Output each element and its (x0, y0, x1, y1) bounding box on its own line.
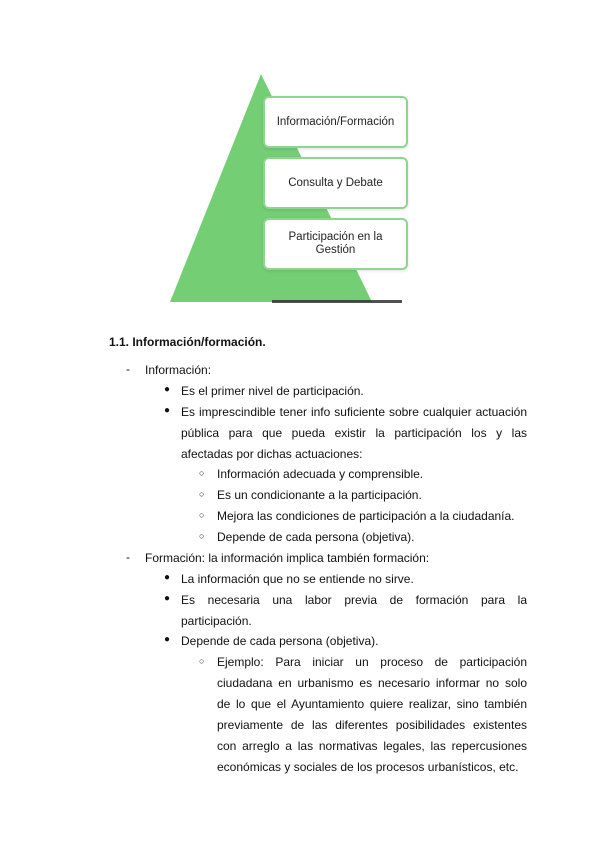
example-line-4: previamente de las diferentes posibilidades existentes (217, 718, 527, 732)
sub-bullet-circle: ○ (199, 510, 205, 520)
sub-bullet-circle: ○ (199, 656, 205, 666)
info-sub-1: Información adecuada y comprensible. (217, 467, 424, 481)
info-bullet-2-line-2: pública para que pueda existir la participación los y las (181, 426, 527, 440)
example-line-3: de lo que el Ayuntamiento quiere realizar, sino también (217, 697, 527, 711)
sub-bullet-circle: ○ (199, 468, 205, 478)
form-bullet-3: Depende de cada persona (objetiva). (181, 634, 379, 648)
form-bullet-1: La información que no se entiende no sirve. (181, 572, 414, 586)
info-sub-3: Mejora las condiciones de participación a la ciudadanía. (217, 509, 515, 523)
section-heading: 1.1. Información/formación. (109, 335, 266, 349)
level-participacion-box: Participación en la Gestión (263, 218, 408, 270)
formacion-label: Formación: la información implica también formación: (145, 551, 430, 565)
dash-marker: - (126, 550, 130, 564)
info-bullet-2-line-1: Es imprescindible tener info suficiente sobre cualquier actuación (181, 405, 527, 419)
info-sub-2: Es un condicionante a la participación. (217, 488, 422, 502)
example-line-6: económicas y sociales de los procesos urbanísticos, etc. (217, 760, 519, 774)
info-bullet-1: Es el primer nivel de participación. (181, 384, 364, 398)
level-consulta-box: Consulta y Debate (263, 157, 408, 209)
bullet-dot: ● (164, 634, 171, 645)
bullet-dot: ● (164, 572, 171, 583)
level-informacion-box: Información/Formación (263, 96, 408, 148)
form-bullet-2-line-2: participación. (181, 614, 252, 628)
bullet-dot: ● (164, 405, 171, 416)
sub-bullet-circle: ○ (199, 531, 205, 541)
info-sub-4: Depende de cada persona (objetiva). (217, 530, 415, 544)
info-bullet-2-line-3: afectadas por dichas actuaciones: (181, 447, 363, 461)
example-line-2: ciudadana en urbanismo es necesario informar no solo (217, 676, 527, 690)
example-line-1: Ejemplo: Para iniciar un proceso de participación (217, 655, 527, 669)
form-bullet-2-line-1: Es necesaria una labor previa de formación para la (181, 593, 527, 607)
dash-marker: - (126, 362, 130, 376)
sub-bullet-circle: ○ (199, 489, 205, 499)
bullet-dot: ● (164, 593, 171, 604)
informacion-label: Información: (145, 363, 212, 377)
example-line-5: con arreglo a las normativas legales, las repercusiones (217, 739, 527, 753)
bullet-dot: ● (164, 384, 171, 395)
pyramid-base-shadow (272, 300, 402, 303)
